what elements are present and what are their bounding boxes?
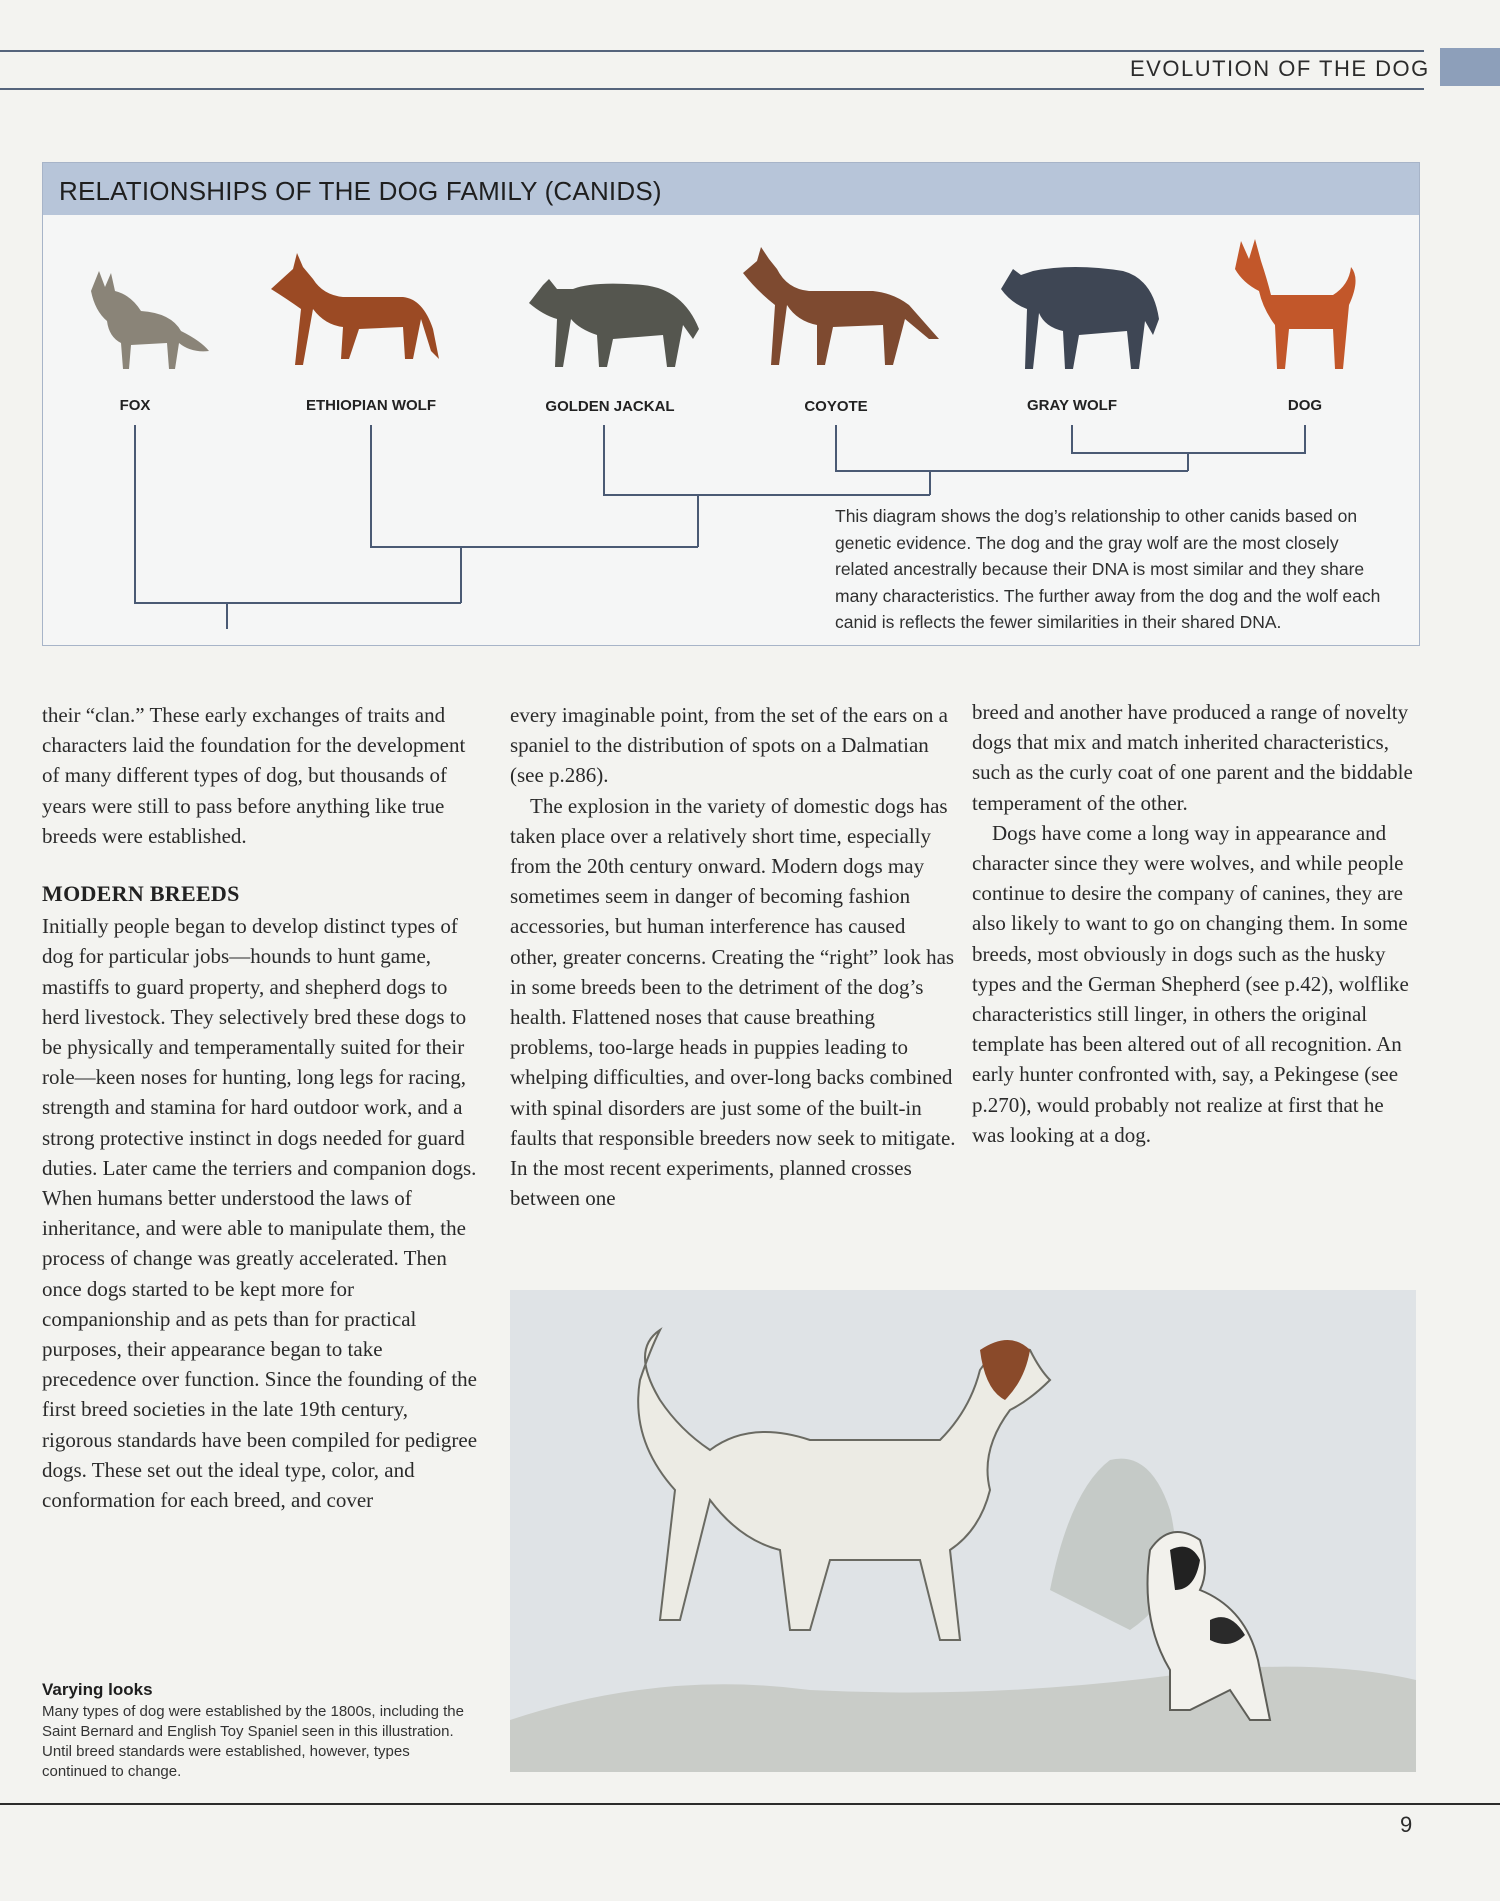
bottom-rule <box>0 1803 1500 1805</box>
label-fox: FOX <box>119 397 151 414</box>
canid-diagram <box>42 162 1420 646</box>
label-golden-jackal: GOLDEN JACKAL <box>545 398 675 415</box>
text-column-1 <box>42 700 482 1515</box>
top-rule-1 <box>0 50 1424 52</box>
column2-paragraph-1: every imaginable point, from the set of the ears on a spaniel to the distribution of spots on a Dalmatian (see p.286). <box>510 703 948 788</box>
column3-paragraph-1: breed and another have produced a range of novelty dogs that mix and match inherited characteristics, such as the curly coat of one parent and the biddable temperament of the other. <box>972 700 1413 815</box>
column1-paragraph-2: Initially people began to develop distinct types of dog for particular jobs—hounds to hunt game, mastiffs to guard property, and shepherd dogs to herd livestock. They selectively bred these dogs to be physically and temperamentally suited for their role—keen noses for hunting, long legs for racing, strength and stamina for hard outdoor work, and a strong protective instinct in dogs needed for guard duties. Later came the terriers and companion dogs. When humans better understood the laws of inheritance, and were able to manipulate them, the process of change was greatly accelerated. Then once dogs started to be kept more for companionship and as pets than for practical purposes, their appearance began to take precedence over function. Since the founding of the first breed societies in the late 19th century, rigorous standards have been compiled for pedigree dogs. These set out the ideal type, color, and conformation for each breed, and cover <box>42 914 478 1513</box>
diagram-caption: This diagram shows the dog’s relationship to other canids based on genetic evidence. The dog and the gray wolf are the most closely related ancestrally because their DNA is most similar and they share many characteristics. The further away from the dog and the wolf each canid is reflects the fewer similarities in their shared DNA. <box>835 506 1381 632</box>
column2-paragraph-2: The explosion in the variety of domestic dogs has taken place over a relatively short time, especially from the 20th century onward. Modern dogs may sometimes seem in danger of becoming fashion accessories, but human interference has caused other, greater concerns. Creating the “right” look has in some breeds been to the detriment of the dog’s health. Flattened noses that cause breathing problems, too-large heads in puppies leading to whelping difficulties, and over-long backs combined with spinal disorders are just some of the built-in faults that responsible breeders now seek to mitigate. In the most recent experiments, planned crosses between one <box>510 793 956 1211</box>
column3-paragraph-2: Dogs have come a long way in appearance and character since they were wolves, and while people continue to desire the company of canines, they are also likely to want to go on changing them. In some breeds, most obviously in dogs such as the husky types and the German Shepherd (see p.42), wolflike characteristics still linger, in others the original template has been altered out of all recognition. An early hunter confronted with, say, a Pekingese (see p.270), would probably not realize at first that he was looking at a dog. <box>972 820 1409 1147</box>
text-column-2 <box>510 700 956 1213</box>
running-head: EVOLUTION OF THE DOG <box>1130 56 1430 81</box>
label-dog: DOG <box>1287 397 1323 414</box>
illustration-caption-title: Varying looks <box>42 1680 153 1699</box>
label-gray-wolf: GRAY WOLF <box>1026 397 1118 414</box>
chapter-tab <box>1440 48 1500 86</box>
section-heading-modern-breeds: MODERN BREEDS <box>42 881 240 907</box>
diagram-title: RELATIONSHIPS OF THE DOG FAMILY (CANIDS) <box>59 176 662 206</box>
saint-bernard-and-spaniel-illustration <box>510 1290 1416 1772</box>
illustration-caption-body: Many types of dog were established by the 1800s, including the Saint Bernard and English Toy Spaniel seen in this illustration. Until breed standards were established, however, types continued to change. <box>42 1703 464 1780</box>
top-rule-2 <box>0 88 1424 90</box>
label-coyote: COYOTE <box>804 398 868 415</box>
column1-paragraph-1: their “clan.” These early exchanges of traits and characters laid the foundation for the development of many different types of dog, but thousands of years were still to pass before anything like true breeds were established. <box>42 703 466 848</box>
label-ethiopian-wolf: ETHIOPIAN WOLF <box>306 397 436 414</box>
dogs-engraving <box>510 1290 1416 1772</box>
page-number: 9 <box>1400 1812 1413 1837</box>
text-column-3 <box>972 697 1418 1150</box>
